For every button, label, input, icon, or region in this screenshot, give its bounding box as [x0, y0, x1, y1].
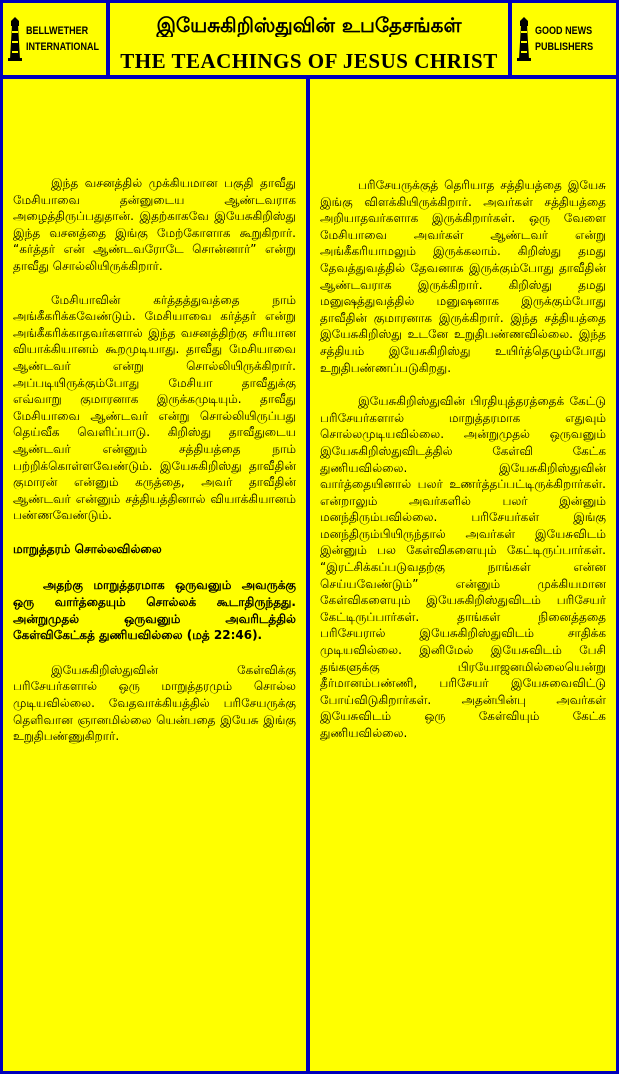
left-logo-line2: INTERNATIONAL	[26, 41, 99, 53]
right-paragraph-2: இயேசுகிறிஸ்துவின் பிரதியுத்தரத்தைக் கேட்டு பரிசேயர்களால் மாறுத்தரமாக எதுவும் சொல்லமுடியவில்லை. அன்றுமுதல் ஒருவனும் இயேசுகிறிஸ்துவிடத்தில் கேள்வி கேட்க துணியவில்லை. இயேசுகிறிஸ்துவின் வார்த்தையினால் பலர் உணர்த்தப்பட்டிருக்கிறார்கள். என்றாலும் அவர்களில் பலர் இன்னும் மனந்திரும்பவில்லை. பரிசேயர்கள் இங்கு மனந்திரும்பியிருந்தால் அவர்கள் இயேசுவிடம் இன்னும் பல கேள்விகளையும் கேட்டிருப்பார்கள். “இரட்சிக்கப்படுவதற்கு நாங்கள் என்ன செய்யவேண்டும்” என்னும் முக்கியமான கேள்விகளையும் இயேசுகிறிஸ்துவிடம் பரிசேயர் கேட்டிருப்பார்கள். தாங்கள் நினைத்ததை பரிசேயரால் இயேசுகிறிஸ்துவிடம் சாதிக்க முடியவில்லை. இனிமேல் இயேசுவிடம் பேசி தங்களுக்கு பிரயோஜனமில்லையென்று தீர்மானம்பண்ணி, பரிசேயர் இயேசுவைவிட்டு போய்விடுகிறார்கள். அதன்பின்பு அவர்கள் இயேசுவிடம் ஒரு கேள்வியும் கேட்க துணியவில்லை.	[320, 394, 606, 740]
title-tamil: இயேசுகிறிஸ்துவின் உபதேசங்கள்	[156, 13, 462, 37]
right-logo-line2: PUBLISHERS	[535, 41, 594, 53]
left-logo-line1: BELLWETHER	[26, 25, 89, 37]
lighthouse-icon	[7, 17, 23, 61]
good-news-logo	[512, 3, 616, 75]
scripture-quote: அதற்கு மாறுத்தரமாக ஒருவனும் அவருக்கு ஒரு வார்த்தையும் சொல்லக் கூடாதிருந்தது. அன்றுமுதல் ஒருவனும் அவரிடத்தில் கேள்விகேட்கத் துணியவில்லை (மத் 22:46).	[13, 578, 296, 643]
lighthouse-icon	[516, 17, 532, 61]
section-title: மாறுத்தரம் சொல்லவில்லை	[13, 541, 162, 556]
right-column	[310, 79, 616, 1071]
left-paragraph-2: மேசியாவின் கர்த்தத்துவத்தை நாம் அங்கீகரிக்கவேண்டும். மேசியாவை கர்த்தர் என்று அங்கீகரிக்காதவர்களால் இந்த வசனத்திற்கு சரியான வியாக்கியானம் கூறமுடியாது. தாவீது மேசியாவை ஆண்டவர் என்று சொல்லியிருக்கிறார். அப்படியிருக்கும்போது மேசியா தாவீதுக்கு எவ்வாறு குமாரனாக இருக்கமுடியும். தாவீது மேசியாவை ஆண்டவர் என்று சொல்லியிருப்பது தெய்வீக வெளிப்பாடு. கிறிஸ்து தாவீதுடைய ஆண்டவர் என்னும் சத்தியத்தை நாம் பற்றிக்கொள்ளவேண்டும். இயேசுகிறிஸ்து தாவீதின் குமாரன் என்னும் கருத்தை, அவர் தாவீதின் ஆண்டவர் என்னும் சத்தியத்தினால் வியாக்கியானம் பண்ணவேண்டும்.	[13, 292, 296, 523]
title-english: THE TEACHINGS OF JESUS CHRIST	[120, 49, 498, 73]
right-logo-line1: GOOD NEWS	[535, 25, 593, 37]
left-paragraph-3: இயேசுகிறிஸ்துவின் கேள்விக்கு பரிசேயர்களால் ஒரு மாறுத்தரமும் சொல்ல முடியவில்லை. வேதவாக்கியத்தில் பரிசேயருக்கு தெளிவான ஞானமில்லை யென்பதை இயேசு இங்கு உறுதிபண்ணுகிறார்.	[13, 662, 296, 744]
right-paragraph-1: பரிசேயருக்குத் தெரியாத சத்தியத்தை இயேசு இங்கு விளக்கியிருக்கிறார். அவர்கள் சத்தியத்தை அறியாதவர்களாக இருக்கிறார்கள். ஒரு வேளை மேசியாவை அவர்கள் ஆண்டவர் என்று அங்கீகரியாமலும் இருக்கலாம். கிறிஸ்து தமது தேவத்துவத்தில் தேவனாக இருக்கும்போது தாவீதின் ஆண்டவராக இருக்கிறார். கிறிஸ்து தமது மனுஷத்துவத்தில் மனுஷனாக இருக்கும்போது தாவீதின் குமாரனாக இருக்கிறார். இந்த சத்தியத்தை இயேசுகிறிஸ்து உடனே உறுதிபண்ணவில்லை. இந்த சத்தியம் இயேசுகிறிஸ்து உயிர்த்தெழும்போது உறுதிபண்ணப்படுகிறது.	[320, 178, 606, 375]
left-column	[3, 79, 306, 1071]
page-header	[110, 3, 508, 75]
bellwether-logo	[3, 3, 106, 75]
left-paragraph-1: இந்த வசனத்தில் முக்கியமான பகுதி தாவீது மேசியாவை தன்னுடைய ஆண்டவராக அழைத்திருப்பதுதான். இதற்காகவே இயேசுகிறிஸ்து இந்த வசனத்தை இங்கு மேற்கோளாக கூறுகிறார். “கர்த்தர் என் ஆண்டவரோடே சொன்னார்” என்று தாவீது சொல்லியிருக்கிறார்.	[13, 176, 296, 273]
